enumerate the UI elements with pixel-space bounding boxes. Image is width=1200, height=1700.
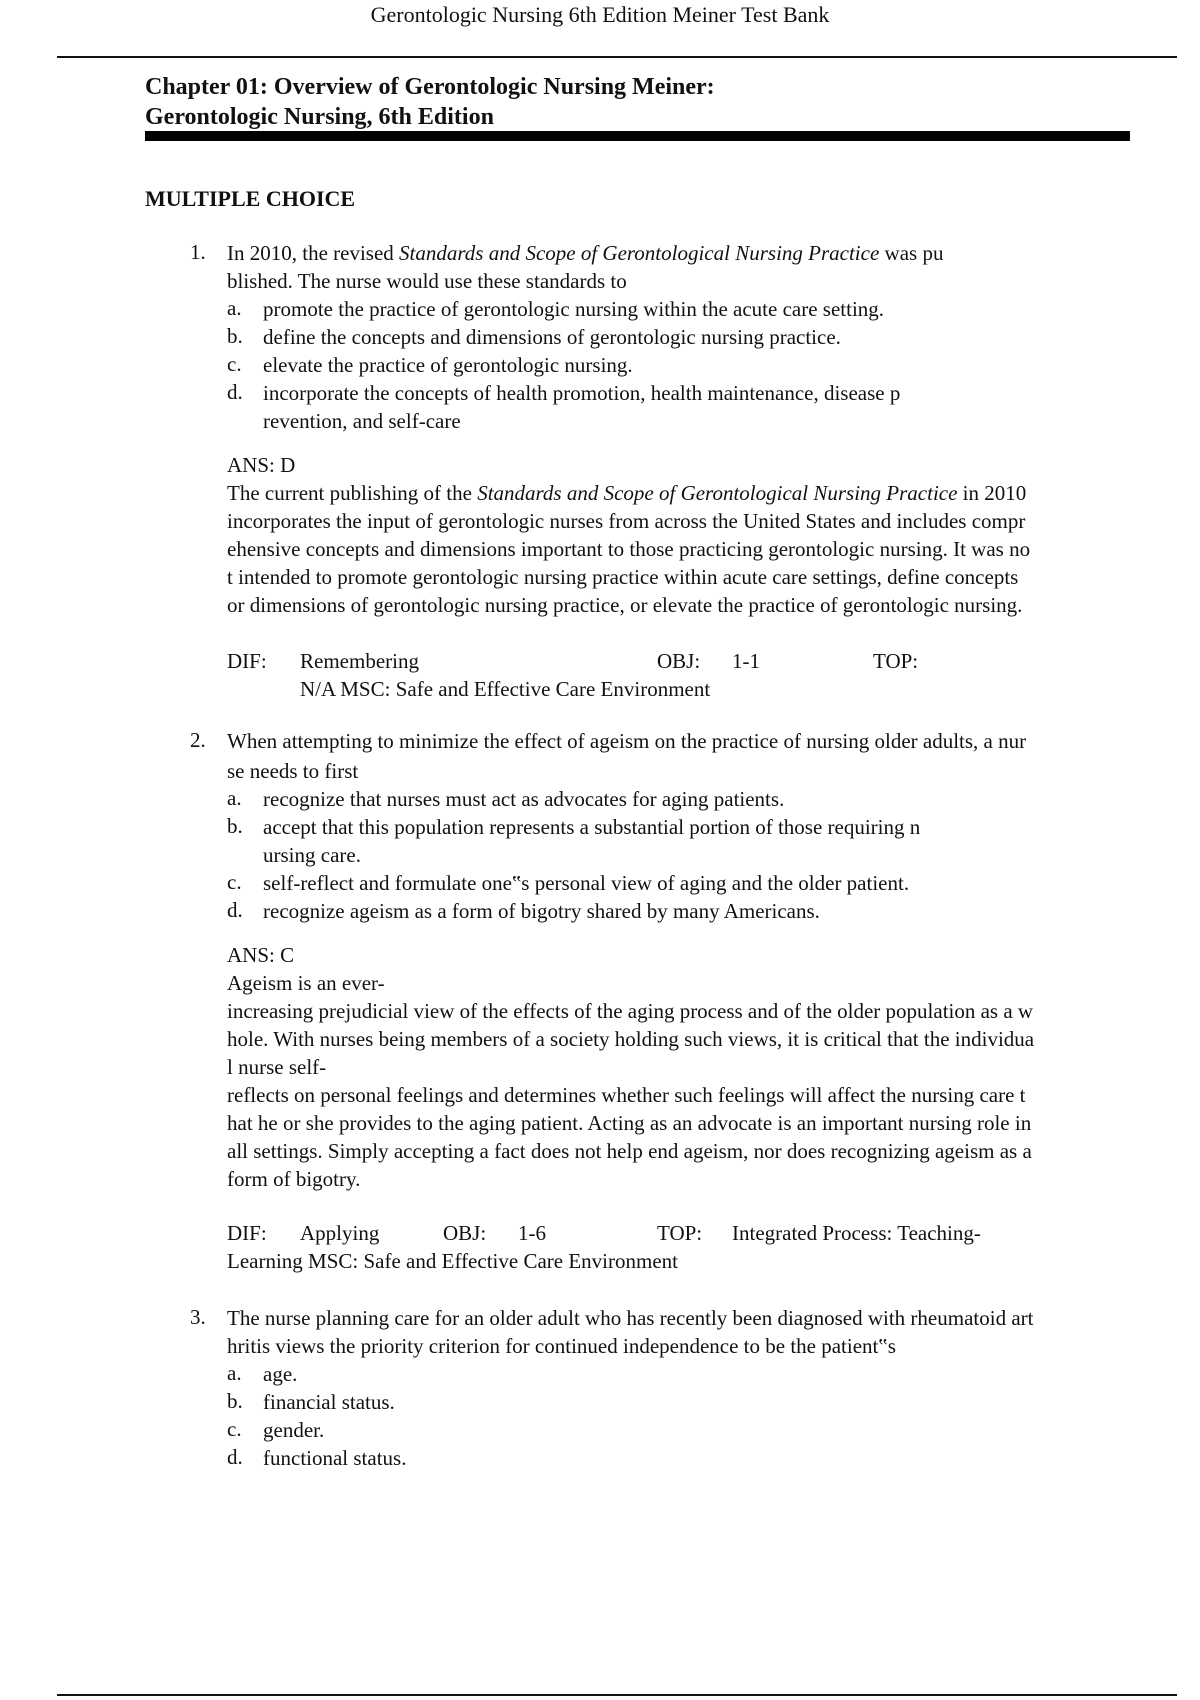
q3-option-b-letter: b. [227,1389,243,1413]
q2-option-a: recognize that nurses must act as advocates for aging patients. [263,787,785,811]
question-1-number: 1. [190,240,206,264]
q2-rationale-line3: hole. With nurses being members of a society holding such views, it is critical that the individua [227,1027,1035,1051]
question-3-number: 3. [190,1305,206,1329]
q2-option-c-letter: c. [227,870,242,894]
q1-rationale-post: in 2010 [957,481,1027,505]
q1-dif-label: DIF: [227,649,267,673]
q2-rationale-line7: all settings. Simply accepting a fact does not help end ageism, nor does recognizing ageism as a [227,1139,1032,1163]
q2-obj-label: OBJ: [443,1221,487,1245]
question-2-number: 2. [190,728,206,752]
q1-option-b: define the concepts and dimensions of gerontologic nursing practice. [263,325,841,349]
q2-top-label: TOP: [657,1221,703,1245]
q1-obj-value: 1-1 [732,649,760,673]
chapter-title-line2: Gerontologic Nursing, 6th Edition [145,104,494,130]
header-rule [57,56,1177,58]
q1-option-c: elevate the practice of gerontologic nursing. [263,353,633,377]
q1-option-a: promote the practice of gerontologic nursing within the acute care setting. [263,297,885,321]
q3-option-b: financial status. [263,1390,395,1414]
q1-answer: ANS: D [227,453,296,477]
question-2-stem-line2: se needs to first [227,759,359,783]
q3-option-a-letter: a. [227,1361,242,1385]
q1-option-b-letter: b. [227,324,243,348]
footer-rule [57,1694,1177,1696]
q1-rationale-line1 [227,480,1026,508]
q2-rationale-line1: Ageism is an ever- [227,971,385,995]
q2-rationale-line2: increasing prejudicial view of the effects of the aging process and of the older population as a w [227,999,1034,1023]
q1-obj-label: OBJ: [657,649,701,673]
q3-option-a: age. [263,1362,298,1386]
q1-option-d-line2: revention, and self-care [263,409,461,433]
q3-option-c-letter: c. [227,1417,242,1441]
q1-rationale-pre: The current publishing of the [227,481,478,505]
q3-option-d-letter: d. [227,1445,243,1469]
question-2-stem: When attempting to minimize the effect of ageism on the practice of nursing older adults, a nur [227,729,1027,753]
chapter-title [145,72,715,132]
q1-rationale-line2: incorporates the input of gerontologic nurses from across the United States and includes compr [227,509,1026,533]
question-3-stem: The nurse planning care for an older adult who has recently been diagnosed with rheumatoid art [227,1306,1034,1330]
chapter-title-line1: Chapter 01: Overview of Gerontologic Nursing Meiner: [145,74,715,100]
question-1-stem [227,240,943,268]
q2-answer: ANS: C [227,943,295,967]
q2-rationale-line4: l nurse self- [227,1055,327,1079]
q2-top-value: Integrated Process: Teaching- [732,1221,981,1245]
q2-option-d-letter: d. [227,898,243,922]
q1-option-a-letter: a. [227,296,242,320]
q1-rationale-italic: Standards and Scope of Gerontological Nursing Practice [477,481,958,505]
q2-option-b-letter: b. [227,814,243,838]
question-3-stem-line2: hritis views the priority criterion for continued independence to be the patient‟s [227,1334,896,1358]
q1-stem-pre: In 2010, the revised [227,241,400,265]
q1-dif-value: Remembering [300,649,419,673]
q1-rationale-line3: ehensive concepts and dimensions important to those practicing gerontologic nursing. It was no [227,537,1031,561]
q2-obj-value: 1-6 [518,1221,546,1245]
q2-rationale-line8: form of bigotry. [227,1167,361,1191]
q2-option-b-line2: ursing care. [263,843,361,867]
q2-option-b: accept that this population represents a substantial portion of those requiring n [263,815,921,839]
q2-option-a-letter: a. [227,786,242,810]
q2-dif-value: Applying [300,1221,380,1245]
q3-option-d: functional status. [263,1446,407,1470]
q2-option-d: recognize ageism as a form of bigotry shared by many Americans. [263,899,820,923]
q1-rationale-line4: t intended to promote gerontologic nursing practice within acute care settings, define concepts [227,565,1019,589]
q1-rationale-line5: or dimensions of gerontologic nursing practice, or elevate the practice of gerontologic nursing. [227,593,1023,617]
q2-meta-line2: Learning MSC: Safe and Effective Care Environment [227,1249,678,1273]
q2-dif-label: DIF: [227,1221,267,1245]
q2-option-c: self-reflect and formulate one‟s personal view of aging and the older patient. [263,871,910,895]
q1-option-d-letter: d. [227,380,243,404]
running-header: Gerontologic Nursing 6th Edition Meiner Test Bank [370,2,830,27]
chapter-rule [145,131,1130,141]
q1-meta-line2: N/A MSC: Safe and Effective Care Environment [300,677,711,701]
section-title: MULTIPLE CHOICE [145,186,356,211]
q2-rationale-line5: reflects on personal feelings and determines whether such feelings will affect the nursing care t [227,1083,1026,1107]
q1-option-c-letter: c. [227,352,242,376]
q1-top-label: TOP: [873,649,919,673]
q1-stem-post: was pu [879,241,944,265]
q3-option-c: gender. [263,1418,325,1442]
question-1-stem-line2: blished. The nurse would use these standards to [227,269,627,293]
q1-stem-italic: Standards and Scope of Gerontological Nursing Practice [399,241,880,265]
q2-rationale-line6: hat he or she provides to the aging patient. Acting as an advocate is an important nursing role in [227,1111,1032,1135]
q1-option-d: incorporate the concepts of health promotion, health maintenance, disease p [263,381,901,405]
